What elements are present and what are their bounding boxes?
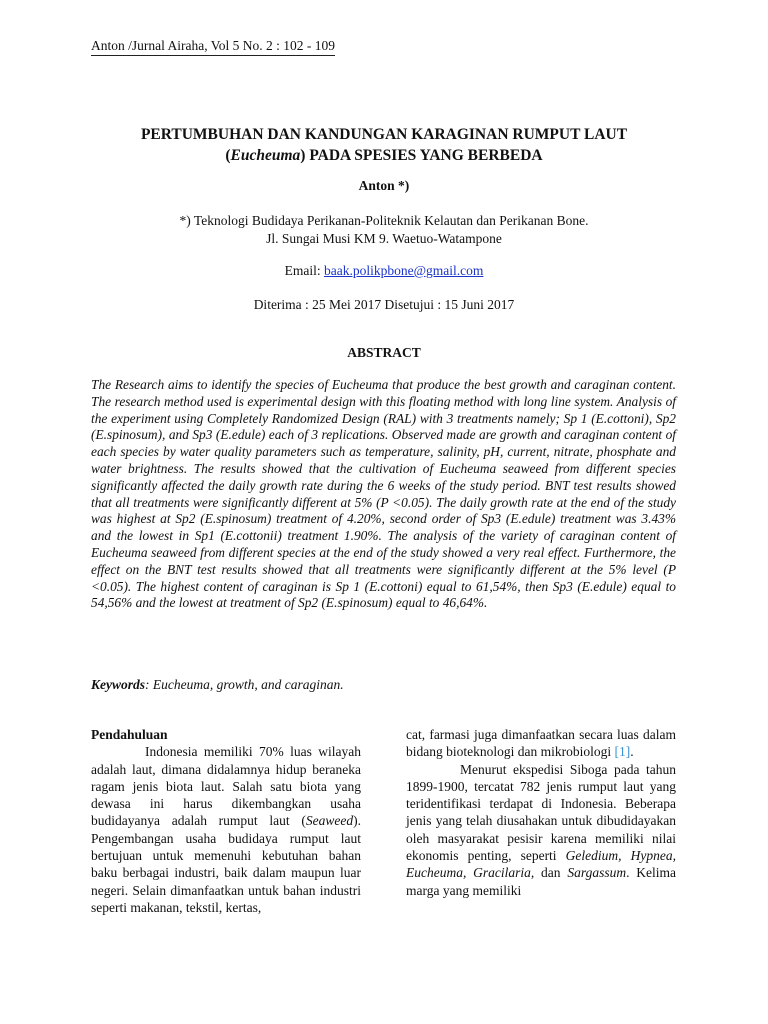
intro-paragraph-2: Menurut ekspedisi Siboga pada tahun 1899-1900, tercatat 782 jenis rumput laut yang teridentifikasi terdapat di Indonesia. Beberapa jenis yang telah diusahakan untuk dibudidayakan oleh masyarakat pesisir karena memiliki nilai ekonomis penting, seperti Geledium, Hypnea, Eucheuma, Gracilaria, dan Sargassum. Kelima marga yang memiliki (406, 761, 676, 898)
body-column-left (91, 726, 361, 916)
keywords-label: Keywords (91, 677, 145, 692)
affiliation (0, 212, 768, 248)
paper-title (60, 124, 708, 166)
citation-link[interactable]: [1] (614, 744, 631, 760)
email-link[interactable]: baak.polikpbone@gmail.com (323, 263, 484, 278)
keywords-text: : Eucheuma, growth, and caraginan. (145, 677, 344, 692)
intro-paragraph-1: Indonesia memiliki 70% luas wilayah adalah laut, dimana didalamnya hidup beraneka ragam jenis biota laut. Salah satu biota yang dewasa ini harus dikembangkan usaha budidayanya adalah rumput laut (Seaweed). Pengembangan usaha budidaya rumput laut bertujuan untuk memenuhi kebutuhan bahan baku berbagai industri, baik dalam maupun luar negeri. Selain dimanfaatkan untuk bahan industri seperti makanan, tekstil, kertas, (91, 744, 361, 915)
keywords-line (91, 677, 344, 693)
abstract-text: The Research aims to identify the species of Eucheuma that produce the best growth and caraginan content. The research method used is experimental design with this floating method with long line system. Analysis of the experiment using Completely Randomized Design (RAL) with 3 treatments namely; Sp 1 (E.cottoni), Sp2 (E.spinosum), and Sp3 (E.edule) each of 3 replications. Observed made are growth and caraginan content of each species by water quality parameters such as temperature, salinity, pH, current, nitrate, phosphate and water brightness. The results showed that the cultivation of Eucheuma seaweed from different species significantly affected the daily growth rate during the 6 weeks of the study period. BNT test results showed that all treatments were significantly different at 5% (P <0.05). The daily growth rate at the end of the study was highest at Sp2 (E.spinosum) treatment of 4.20%, second order of Sp3 (E.edule) treatment was 3.43% and the lowest in Sp1 (E.cottonii) treatment 1.90%. The analysis of the variety of caraginan content of Eucheuma seaweed from different species at the end of the study showed a very real effect. Furthermore, the effect on the BNT test results showed that all treatments were significantly different at the 5% level (P <0.05). The highest content of caraginan is Sp 1 (E.cottoni) equal to 61,54%, then Sp3 (E.edule) equal to 54,56% and the lowest at treatment of Sp2 (E.spinosum) equal to 46,64%. (91, 377, 676, 611)
title-line-1: PERTUMBUHAN DAN KANDUNGAN KARAGINAN RUMPUT LAUT (140, 126, 628, 143)
affiliation-line-1: *) Teknologi Budidaya Perikanan-Politeknik Kelautan dan Perikanan Bone. (179, 213, 589, 228)
running-head: Anton /Jurnal Airaha, Vol 5 No. 2 : 102 - 109 (91, 38, 335, 56)
affiliation-line-2: Jl. Sungai Musi KM 9. Waetuo-Watampone (266, 231, 502, 246)
title-scientific-name: Eucheuma (230, 147, 301, 164)
email-label: Email: (284, 263, 321, 278)
submission-dates: Diterima : 25 Mei 2017 Disetujui : 15 Juni 2017 (253, 297, 515, 312)
body-column-right (406, 726, 676, 899)
email-line (0, 263, 768, 279)
section-heading-introduction: Pendahuluan (91, 727, 168, 742)
title-line-2: (Eucheuma) PADA SPESIES YANG BERBEDA (225, 147, 543, 164)
author-name: Anton *) (358, 178, 410, 193)
intro-paragraph-1-continued: cat, farmasi juga dimanfaatkan secara luas dalam bidang bioteknologi dan mikrobiologi [1]. (406, 727, 676, 760)
abstract-heading: ABSTRACT (347, 345, 421, 360)
